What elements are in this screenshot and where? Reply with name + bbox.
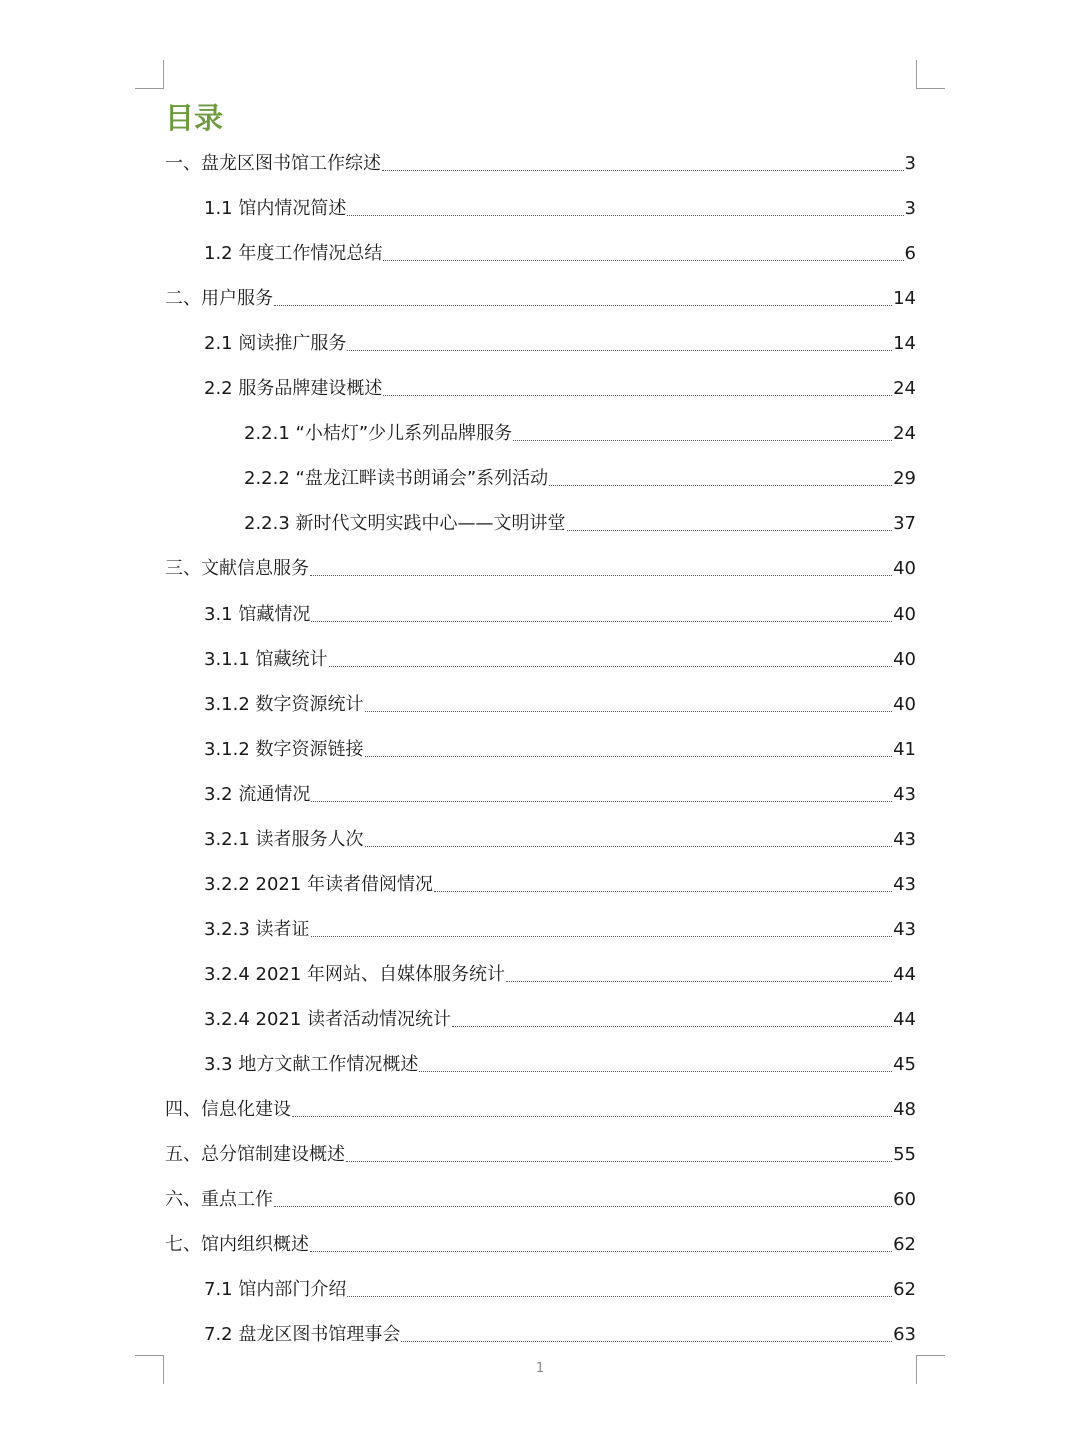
toc-dot-leader	[383, 259, 903, 261]
toc-entry[interactable]	[165, 634, 916, 679]
page-number: 1	[535, 1361, 545, 1376]
toc-dot-leader	[383, 394, 892, 396]
toc-entry-label: 3.1.1 馆藏统计	[204, 648, 328, 670]
toc-entry-page: 43	[893, 783, 916, 805]
toc-entry-label: 一、盘龙区图书馆工作综述	[165, 153, 381, 175]
toc-entry[interactable]	[165, 363, 916, 408]
toc-entry-page: 24	[893, 423, 916, 445]
toc-entry-page: 37	[893, 513, 916, 535]
toc-entry-page: 6	[904, 243, 916, 265]
toc-entry[interactable]	[165, 1174, 916, 1219]
toc-entry-label: 3.2.3 读者证	[204, 918, 310, 940]
toc-entry-label: 3.2.1 读者服务人次	[204, 828, 364, 850]
toc-dot-leader	[401, 1340, 892, 1342]
toc-entry[interactable]	[165, 408, 916, 453]
corner-mark-top-left	[135, 60, 164, 89]
toc-entry[interactable]	[165, 1309, 916, 1354]
toc-entry[interactable]	[165, 904, 916, 949]
toc-dot-leader	[506, 980, 892, 982]
toc-entry[interactable]	[165, 1129, 916, 1174]
toc-dot-leader	[434, 890, 892, 892]
toc-entry-page: 40	[893, 603, 916, 625]
toc-entry-label: 五、总分馆制建设概述	[165, 1144, 345, 1166]
toc-entry[interactable]	[165, 859, 916, 904]
toc-entry-label: 七、馆内组织概述	[165, 1234, 309, 1256]
toc-entry-label: 2.2.2 “盘龙江畔读书朗诵会”系列活动	[244, 468, 549, 490]
toc-dot-leader	[311, 800, 892, 802]
toc-entry-label: 1.1 馆内情况简述	[204, 198, 347, 220]
toc-entry[interactable]	[165, 724, 916, 769]
toc-dot-leader	[346, 1160, 892, 1162]
toc-entry-label: 2.1 阅读推广服务	[204, 333, 347, 355]
toc-dot-leader	[347, 349, 892, 351]
toc-entry-page: 43	[893, 873, 916, 895]
toc-dot-leader	[329, 665, 893, 667]
toc-dot-leader	[419, 1070, 892, 1072]
corner-mark-top-right	[916, 60, 945, 89]
toc-dot-leader	[347, 1295, 892, 1297]
toc-entry[interactable]	[165, 453, 916, 498]
toc-entry-page: 44	[893, 963, 916, 985]
toc-entry-page: 41	[893, 738, 916, 760]
toc-dot-leader	[365, 755, 893, 757]
toc-entry-label: 3.1.2 数字资源统计	[204, 693, 364, 715]
toc-dot-leader	[310, 1250, 892, 1252]
toc-entry-label: 2.2.1 “小桔灯”少儿系列品牌服务	[244, 423, 513, 445]
toc-entry[interactable]	[165, 318, 916, 363]
toc-entry-label: 二、用户服务	[165, 288, 273, 310]
toc-entry[interactable]	[165, 1039, 916, 1084]
toc-entry-label: 3.2 流通情况	[204, 783, 311, 805]
toc-dot-leader	[311, 935, 893, 937]
toc-entry-label: 三、文献信息服务	[165, 558, 309, 580]
toc-entry-page: 14	[893, 288, 916, 310]
toc-dot-leader	[452, 1025, 892, 1027]
toc-entry[interactable]	[165, 543, 916, 588]
toc-title: 目录	[165, 101, 224, 135]
toc-entry-label: 2.2.3 新时代文明实践中心——文明讲堂	[244, 513, 566, 535]
toc-entry-page: 60	[893, 1189, 916, 1211]
toc-dot-leader	[365, 845, 893, 847]
toc-entry-label: 2.2 服务品牌建设概述	[204, 378, 383, 400]
toc-entry-page: 48	[893, 1099, 916, 1121]
toc-entry[interactable]	[165, 138, 916, 183]
toc-entry-page: 29	[893, 468, 916, 490]
toc-entry[interactable]	[165, 679, 916, 724]
toc-entry[interactable]	[165, 273, 916, 318]
toc-entry-label: 3.2.4 2021 年网站、自媒体服务统计	[204, 963, 506, 985]
toc-entry-page: 40	[893, 648, 916, 670]
toc-dot-leader	[382, 169, 904, 171]
toc-dot-leader	[274, 304, 892, 306]
toc-entry-page: 3	[904, 153, 916, 175]
toc-entry-label: 1.2 年度工作情况总结	[204, 243, 383, 265]
toc-entry-page: 55	[893, 1144, 916, 1166]
toc-entry[interactable]	[165, 814, 916, 859]
toc-dot-leader	[347, 214, 903, 216]
toc-entry-label: 3.2.4 2021 读者活动情况统计	[204, 1008, 452, 1030]
toc-entry-label: 四、信息化建设	[165, 1099, 291, 1121]
toc-entry-page: 43	[893, 918, 916, 940]
toc-dot-leader	[365, 710, 893, 712]
toc-entry-label: 7.1 馆内部门介绍	[204, 1279, 347, 1301]
toc-entry-page: 45	[893, 1053, 916, 1075]
toc-entry-page: 40	[893, 558, 916, 580]
toc-entry[interactable]	[165, 1219, 916, 1264]
toc-entry[interactable]	[165, 588, 916, 633]
toc-dot-leader	[513, 439, 892, 441]
toc-entry-page: 43	[893, 828, 916, 850]
toc-entry[interactable]	[165, 228, 916, 273]
toc-entry-label: 7.2 盘龙区图书馆理事会	[204, 1324, 401, 1346]
toc-entry-label: 六、重点工作	[165, 1189, 273, 1211]
toc-entry[interactable]	[165, 183, 916, 228]
toc-entry-page: 63	[893, 1324, 916, 1346]
toc-entry-page: 3	[904, 198, 916, 220]
toc-dot-leader	[311, 620, 892, 622]
toc-entry[interactable]	[165, 1084, 916, 1129]
toc-entry-label: 3.1.2 数字资源链接	[204, 738, 364, 760]
toc-entry-label: 3.1 馆藏情况	[204, 603, 311, 625]
toc-entry-label: 3.2.2 2021 年读者借阅情况	[204, 873, 434, 895]
toc-dot-leader	[292, 1115, 892, 1117]
toc-dot-leader	[567, 529, 893, 531]
toc-dot-leader	[549, 484, 892, 486]
toc-entry[interactable]	[165, 498, 916, 543]
toc-entry-page: 62	[893, 1234, 916, 1256]
toc-entry-page: 44	[893, 1008, 916, 1030]
toc-dot-leader	[310, 574, 892, 576]
toc-entry-page: 24	[893, 378, 916, 400]
toc-entry-page: 62	[893, 1279, 916, 1301]
table-of-contents	[165, 138, 916, 1354]
toc-entry[interactable]	[165, 949, 916, 994]
toc-dot-leader	[274, 1205, 892, 1207]
toc-entry[interactable]	[165, 769, 916, 814]
toc-entry-page: 40	[893, 693, 916, 715]
toc-entry-page: 14	[893, 333, 916, 355]
toc-entry-label: 3.3 地方文献工作情况概述	[204, 1053, 419, 1075]
toc-entry[interactable]	[165, 1264, 916, 1309]
toc-entry[interactable]	[165, 994, 916, 1039]
